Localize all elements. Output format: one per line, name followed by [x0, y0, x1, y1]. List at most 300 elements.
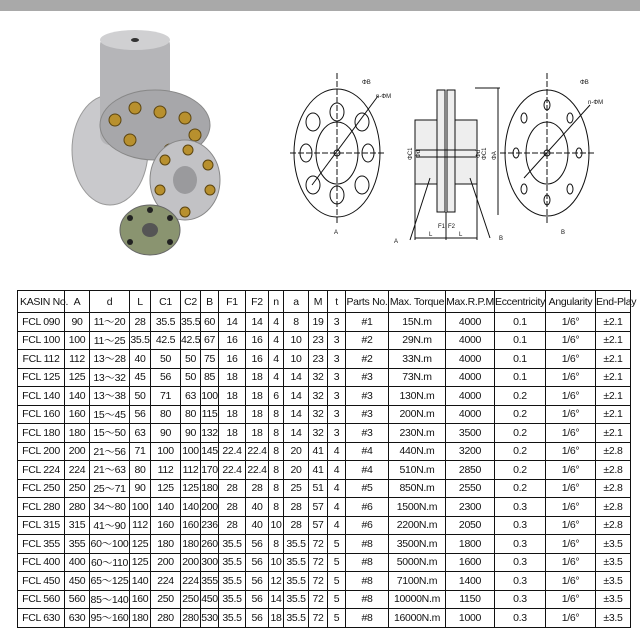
table-cell: FCL 450 [18, 572, 65, 591]
table-row [18, 424, 631, 443]
table-cell: 530 [201, 609, 219, 628]
table-cell: 71 [151, 387, 181, 406]
table-cell: 1/6° [546, 535, 596, 554]
table-cell: 0.2 [495, 479, 546, 498]
table-row [18, 461, 631, 480]
table-cell: 18 [219, 424, 246, 443]
table-cell: 18 [246, 424, 269, 443]
table-cell: 63 [130, 424, 151, 443]
table-cell: 60～110 [90, 553, 130, 572]
table-cell: ±3.5 [596, 609, 631, 628]
table-cell: 15～50 [90, 424, 130, 443]
table-cell: 5 [328, 590, 346, 609]
table-cell: 71 [130, 442, 151, 461]
table-cell: 15～45 [90, 405, 130, 424]
table-cell: 32 [309, 368, 328, 387]
table-cell: 80 [130, 461, 151, 480]
table-cell: 4 [328, 498, 346, 517]
table-cell: 200 [151, 553, 181, 572]
table-cell: 40 [246, 516, 269, 535]
table-cell: 5 [328, 553, 346, 572]
part-a-label: A [394, 239, 399, 245]
table-cell: FCL 250 [18, 479, 65, 498]
table-cell: 35.5 [130, 331, 151, 350]
table-cell: 1/6° [546, 479, 596, 498]
table-cell: 57 [309, 516, 328, 535]
table-cell: #8 [346, 609, 389, 628]
table-cell: 4 [328, 516, 346, 535]
table-cell: 12 [269, 572, 284, 591]
table-cell: 1/6° [546, 553, 596, 572]
table-cell: 280 [181, 609, 201, 628]
table-cell: 16000N.m [389, 609, 446, 628]
table-row [18, 553, 631, 572]
table-cell: ±2.1 [596, 313, 631, 332]
table-cell: 1800 [446, 535, 495, 554]
table-cell: 280 [65, 498, 90, 517]
table-cell: 28 [219, 479, 246, 498]
table-cell: 3 [328, 387, 346, 406]
table-cell: 3 [328, 405, 346, 424]
table-cell: 16 [246, 331, 269, 350]
table-cell: 1/6° [546, 350, 596, 369]
table-cell: 11～25 [90, 331, 130, 350]
column-header: Eccentricity [495, 291, 546, 313]
table-cell: 0.1 [495, 350, 546, 369]
n-phi-m-label: n-ΦM [376, 94, 392, 100]
table-cell: FCL 280 [18, 498, 65, 517]
table-cell: 2300 [446, 498, 495, 517]
table-cell: FCL 224 [18, 461, 65, 480]
table-cell: #2 [346, 350, 389, 369]
table-cell: 100 [151, 442, 181, 461]
table-cell: 3500 [446, 424, 495, 443]
table-cell: 8 [269, 461, 284, 480]
table-cell: 50 [181, 350, 201, 369]
table-cell: 224 [151, 572, 181, 591]
table-cell: 35.5 [284, 572, 309, 591]
table-cell: 280 [151, 609, 181, 628]
column-header: A [65, 291, 90, 313]
table-cell: 0.3 [495, 590, 546, 609]
table-row [18, 498, 631, 517]
table-cell: 80 [181, 405, 201, 424]
table-cell: 0.2 [495, 424, 546, 443]
phi-b-label-b: ΦB [580, 80, 589, 86]
n-phi-m-label-b: n-ΦM [588, 100, 604, 106]
table-cell: 4000 [446, 331, 495, 350]
column-header: a [284, 291, 309, 313]
table-cell: ±2.1 [596, 424, 631, 443]
table-cell: 140 [65, 387, 90, 406]
table-cell: ±2.8 [596, 479, 631, 498]
table-row [18, 516, 631, 535]
table-cell: 18 [219, 368, 246, 387]
table-cell: 56 [246, 609, 269, 628]
table-row [18, 387, 631, 406]
table-cell: 224 [181, 572, 201, 591]
table-cell: 18 [219, 387, 246, 406]
table-cell: FCL 180 [18, 424, 65, 443]
table-cell: 50 [151, 350, 181, 369]
table-cell: 200 [65, 442, 90, 461]
phi-d2-label: Φd [476, 149, 482, 158]
table-row [18, 350, 631, 369]
table-cell: 22.4 [219, 442, 246, 461]
table-cell: 112 [65, 350, 90, 369]
table-cell: 180 [65, 424, 90, 443]
table-cell: 180 [181, 535, 201, 554]
table-cell: 35.5 [181, 313, 201, 332]
table-cell: 72 [309, 553, 328, 572]
table-cell: 125 [130, 553, 151, 572]
table-cell: 50 [181, 368, 201, 387]
table-cell: FCL 560 [18, 590, 65, 609]
table-cell: 5 [328, 609, 346, 628]
table-cell: 140 [181, 498, 201, 517]
table-cell: 230N.m [389, 424, 446, 443]
table-cell: 1600 [446, 553, 495, 572]
table-cell: 11～20 [90, 313, 130, 332]
table-row [18, 368, 631, 387]
column-header: F2 [246, 291, 269, 313]
table-cell: 100 [201, 387, 219, 406]
table-cell: 3500N.m [389, 535, 446, 554]
table-cell: 90 [65, 313, 90, 332]
table-row [18, 609, 631, 628]
table-cell: 130N.m [389, 387, 446, 406]
table-cell: 85～140 [90, 590, 130, 609]
table-cell: 60～100 [90, 535, 130, 554]
table-cell: 4 [328, 479, 346, 498]
f2-label: F2 [448, 224, 456, 230]
table-cell: 224 [65, 461, 90, 480]
table-cell: #8 [346, 572, 389, 591]
table-cell: 125 [151, 479, 181, 498]
table-cell: 8 [269, 442, 284, 461]
table-cell: 115 [201, 405, 219, 424]
table-cell: 35.5 [284, 590, 309, 609]
table-cell: 0.2 [495, 442, 546, 461]
table-cell: ±3.5 [596, 553, 631, 572]
table-cell: FCL 315 [18, 516, 65, 535]
table-cell: #2 [346, 331, 389, 350]
table-cell: 29N.m [389, 331, 446, 350]
table-cell: 28 [219, 498, 246, 517]
table-cell: 63 [181, 387, 201, 406]
table-cell: 140 [130, 572, 151, 591]
table-cell: 170 [201, 461, 219, 480]
table-cell: 160 [151, 516, 181, 535]
table-cell: 1/6° [546, 331, 596, 350]
table-cell: 28 [284, 498, 309, 517]
table-cell: 57 [309, 498, 328, 517]
phi-b-label: ΦB [362, 80, 371, 86]
table-cell: 1/6° [546, 442, 596, 461]
table-cell: 4 [269, 350, 284, 369]
table-cell: FCL 355 [18, 535, 65, 554]
table-cell: #3 [346, 405, 389, 424]
table-cell: ±2.1 [596, 405, 631, 424]
table-cell: ±2.8 [596, 516, 631, 535]
table-cell: 1/6° [546, 609, 596, 628]
table-cell: 1/6° [546, 368, 596, 387]
table-cell: 21～56 [90, 442, 130, 461]
table-cell: 160 [181, 516, 201, 535]
table-cell: FCL 125 [18, 368, 65, 387]
table-cell: #6 [346, 498, 389, 517]
table-cell: 1/6° [546, 424, 596, 443]
table-cell: 0.3 [495, 516, 546, 535]
table-cell: 56 [130, 405, 151, 424]
table-cell: 400 [65, 553, 90, 572]
table-cell: 32 [309, 405, 328, 424]
table-row [18, 572, 631, 591]
table-cell: 0.3 [495, 535, 546, 554]
table-cell: 56 [246, 535, 269, 554]
column-header: t [328, 291, 346, 313]
table-cell: 42.5 [181, 331, 201, 350]
table-row [18, 590, 631, 609]
table-cell: 4000 [446, 405, 495, 424]
view-b-label: B [561, 230, 566, 236]
view-a-label: A [334, 230, 339, 236]
table-cell: 42.5 [151, 331, 181, 350]
table-cell: 125 [181, 479, 201, 498]
table-cell: 10000N.m [389, 590, 446, 609]
table-cell: 630 [65, 609, 90, 628]
table-cell: ±2.1 [596, 331, 631, 350]
table-cell: 90 [151, 424, 181, 443]
column-header: C2 [181, 291, 201, 313]
table-cell: 5 [328, 535, 346, 554]
table-cell: 14 [284, 387, 309, 406]
table-cell: ±3.5 [596, 572, 631, 591]
table-cell: 14 [269, 590, 284, 609]
table-cell: ±2.1 [596, 387, 631, 406]
table-cell: 4 [328, 461, 346, 480]
top-banner-bar [0, 0, 640, 11]
table-cell: 5000N.m [389, 553, 446, 572]
table-cell: 20 [284, 461, 309, 480]
table-cell: 35.5 [284, 553, 309, 572]
table-cell: 28 [130, 313, 151, 332]
table-cell: ±2.1 [596, 350, 631, 369]
table-cell: 56 [246, 590, 269, 609]
table-cell: 440N.m [389, 442, 446, 461]
table-cell: 3 [328, 350, 346, 369]
table-cell: 21～63 [90, 461, 130, 480]
table-cell: 32 [309, 387, 328, 406]
table-cell: 19 [309, 313, 328, 332]
table-cell: #8 [346, 553, 389, 572]
table-cell: 14 [219, 313, 246, 332]
table-cell: 100 [130, 498, 151, 517]
table-cell: 2050 [446, 516, 495, 535]
table-cell: 14 [284, 368, 309, 387]
coupling-product-photo [60, 30, 230, 260]
table-cell: 180 [201, 479, 219, 498]
table-cell: 72 [309, 572, 328, 591]
table-cell: 100 [181, 442, 201, 461]
table-cell: 25～71 [90, 479, 130, 498]
table-cell: 850N.m [389, 479, 446, 498]
table-cell: 0.2 [495, 461, 546, 480]
table-cell: 41 [309, 461, 328, 480]
table-cell: FCL 112 [18, 350, 65, 369]
table-cell: #8 [346, 590, 389, 609]
l1-label: L [429, 232, 433, 238]
table-cell: 14 [246, 313, 269, 332]
table-cell: 0.2 [495, 387, 546, 406]
table-cell: FCL 140 [18, 387, 65, 406]
table-cell: 35.5 [219, 590, 246, 609]
table-cell: 250 [151, 590, 181, 609]
column-header: Max. Torque [389, 291, 446, 313]
table-cell: 1400 [446, 572, 495, 591]
table-cell: 180 [130, 609, 151, 628]
table-cell: 0.1 [495, 331, 546, 350]
table-cell: 25 [284, 479, 309, 498]
table-cell: 140 [151, 498, 181, 517]
table-cell: 200 [181, 553, 201, 572]
column-header: Parts No. [346, 291, 389, 313]
phi-c1-label: ΦC1 [408, 147, 414, 160]
table-cell: ±2.8 [596, 498, 631, 517]
table-cell: 23 [309, 350, 328, 369]
column-header: B [201, 291, 219, 313]
column-header: d [90, 291, 130, 313]
table-cell: 510N.m [389, 461, 446, 480]
table-cell: 35.5 [284, 535, 309, 554]
table-cell: 0.3 [495, 609, 546, 628]
table-cell: 355 [201, 572, 219, 591]
table-cell: 40 [130, 350, 151, 369]
table-cell: 4 [269, 313, 284, 332]
table-cell: 3 [328, 424, 346, 443]
table-cell: 4000 [446, 350, 495, 369]
table-cell: 1/6° [546, 313, 596, 332]
table-cell: 10 [269, 553, 284, 572]
table-cell: #1 [346, 313, 389, 332]
table-cell: 1/6° [546, 387, 596, 406]
table-cell: 60 [201, 313, 219, 332]
table-cell: 560 [65, 590, 90, 609]
table-cell: 0.3 [495, 572, 546, 591]
table-cell: 0.1 [495, 313, 546, 332]
table-cell: 2200N.m [389, 516, 446, 535]
table-cell: 160 [130, 590, 151, 609]
table-cell: 450 [201, 590, 219, 609]
table-cell: FCL 100 [18, 331, 65, 350]
table-cell: FCL 090 [18, 313, 65, 332]
table-cell: 100 [65, 331, 90, 350]
table-cell: 1/6° [546, 572, 596, 591]
table-cell: 85 [201, 368, 219, 387]
table-cell: 145 [201, 442, 219, 461]
phi-c2-label: ΦC1 [482, 147, 488, 160]
table-cell: 65～125 [90, 572, 130, 591]
table-cell: 56 [151, 368, 181, 387]
column-header: Angularity [546, 291, 596, 313]
l2-label: L [459, 232, 463, 238]
table-cell: 4 [269, 368, 284, 387]
table-cell: 3200 [446, 442, 495, 461]
table-cell: 0.1 [495, 368, 546, 387]
table-cell: 450 [65, 572, 90, 591]
table-cell: 7100N.m [389, 572, 446, 591]
table-cell: 22.4 [246, 442, 269, 461]
table-cell: 41～90 [90, 516, 130, 535]
table-cell: 13～38 [90, 387, 130, 406]
table-cell: 180 [151, 535, 181, 554]
table-cell: 51 [309, 479, 328, 498]
table-cell: 1/6° [546, 405, 596, 424]
phi-a-label: ΦA [492, 151, 498, 160]
table-cell: 200N.m [389, 405, 446, 424]
table-row [18, 313, 631, 332]
table-row [18, 442, 631, 461]
column-header: End-Play [596, 291, 631, 313]
table-cell: 56 [246, 572, 269, 591]
column-header: n [269, 291, 284, 313]
table-cell: 4000 [446, 368, 495, 387]
table-cell: 4000 [446, 313, 495, 332]
table-cell: 35.5 [219, 535, 246, 554]
table-cell: 1000 [446, 609, 495, 628]
table-cell: 3 [328, 313, 346, 332]
table-cell: FCL 200 [18, 442, 65, 461]
table-cell: 28 [246, 479, 269, 498]
table-cell: 132 [201, 424, 219, 443]
table-cell: 20 [284, 442, 309, 461]
column-header: L [130, 291, 151, 313]
table-cell: #6 [346, 516, 389, 535]
table-cell: 10 [284, 331, 309, 350]
table-cell: 50 [130, 387, 151, 406]
table-cell: 250 [65, 479, 90, 498]
table-cell: 15N.m [389, 313, 446, 332]
table-cell: #3 [346, 368, 389, 387]
column-header: KASIN No. [18, 291, 65, 313]
table-cell: 260 [201, 535, 219, 554]
table-cell: 14 [284, 424, 309, 443]
table-cell: 90 [130, 479, 151, 498]
table-cell: 41 [309, 442, 328, 461]
table-cell: 80 [151, 405, 181, 424]
table-cell: ±2.8 [596, 461, 631, 480]
table-cell: 0.3 [495, 498, 546, 517]
table-cell: FCL 630 [18, 609, 65, 628]
table-cell: 16 [246, 350, 269, 369]
table-cell: 1/6° [546, 461, 596, 480]
table-cell: 45 [130, 368, 151, 387]
table-cell: 35.5 [219, 609, 246, 628]
table-cell: 160 [65, 405, 90, 424]
table-cell: 14 [284, 405, 309, 424]
table-cell: 73N.m [389, 368, 446, 387]
table-cell: 90 [181, 424, 201, 443]
table-cell: 1/6° [546, 498, 596, 517]
table-cell: #8 [346, 535, 389, 554]
table-cell: 1150 [446, 590, 495, 609]
table-row [18, 535, 631, 554]
table-cell: 35.5 [284, 609, 309, 628]
table-cell: 75 [201, 350, 219, 369]
table-cell: 125 [65, 368, 90, 387]
table-cell: FCL 400 [18, 553, 65, 572]
table-cell: 3 [328, 368, 346, 387]
